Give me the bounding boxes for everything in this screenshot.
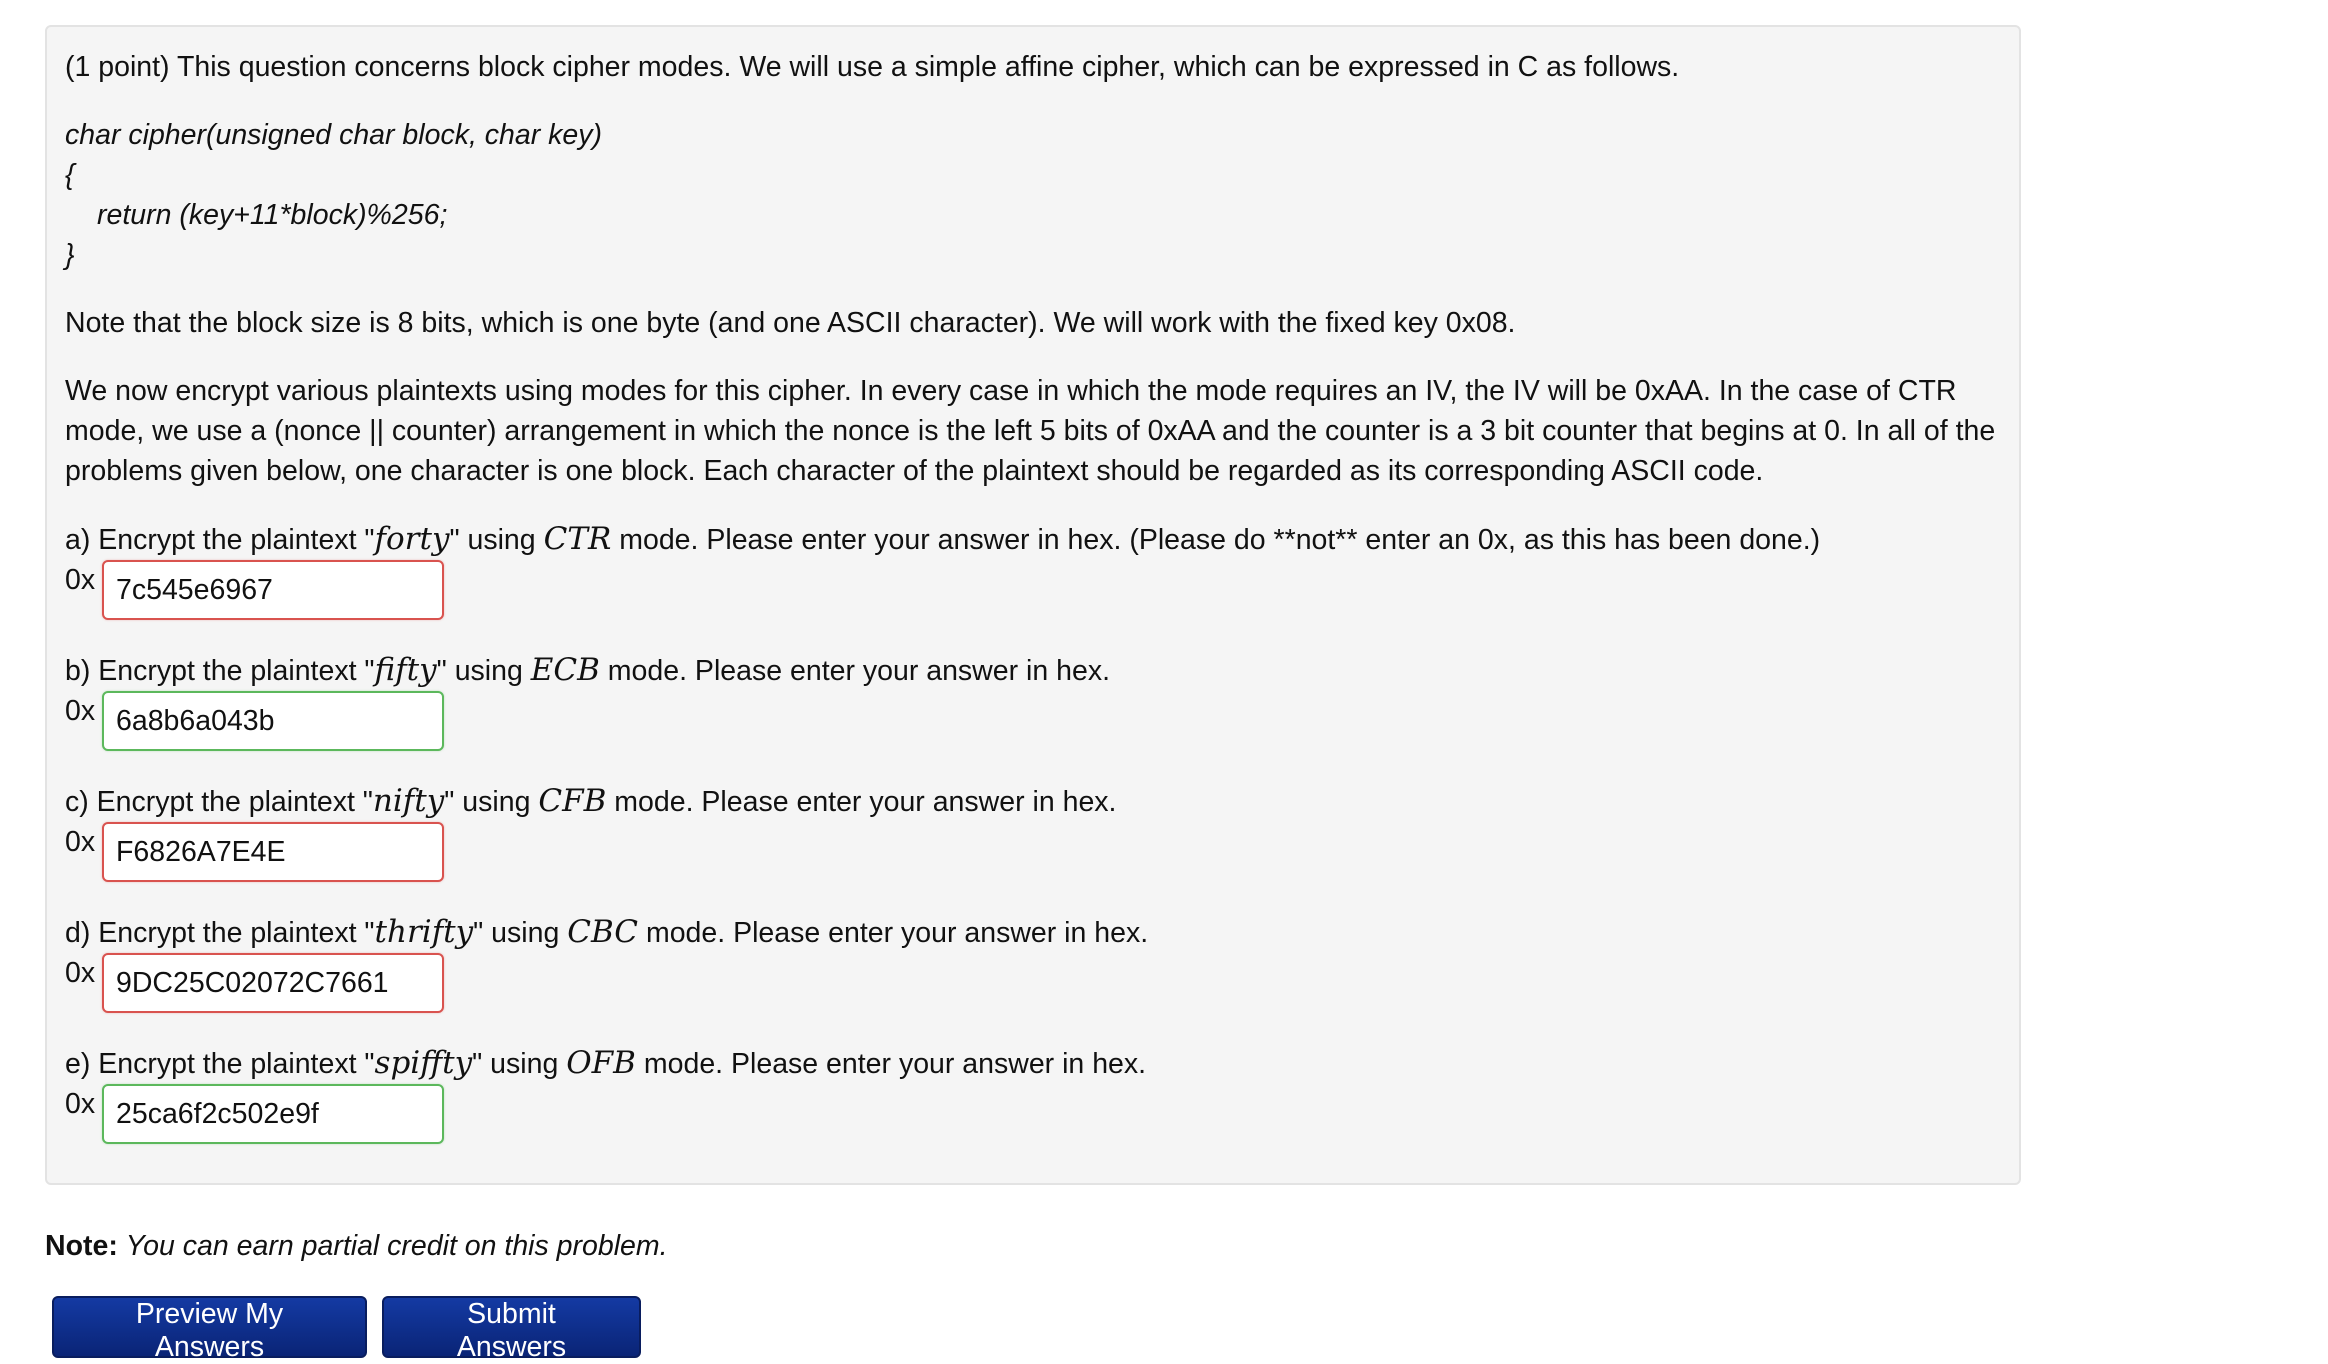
part-e-plaintext: spiffty — [374, 1045, 473, 1081]
part-e-mode: OFB — [566, 1045, 636, 1081]
part-a-question — [65, 519, 2001, 560]
part-a-mode: CTR — [543, 521, 612, 557]
preview-answers-button[interactable]: Preview My Answers — [52, 1296, 367, 1358]
part-a-hex-prefix: 0x — [65, 564, 96, 596]
part-d — [65, 912, 2001, 1015]
part-e-question — [65, 1043, 2001, 1084]
part-d-hex-prefix: 0x — [65, 957, 96, 989]
part-b-suffix-text: mode. Please enter your answer in hex. — [599, 655, 1110, 687]
part-c-mode: CFB — [538, 783, 607, 819]
part-a-answer-row — [65, 560, 2001, 622]
part-b-question — [65, 650, 2001, 691]
part-c-question — [65, 781, 2001, 822]
part-b-prefix-text: b) Encrypt the plaintext " — [65, 655, 375, 687]
submit-answers-button[interactable]: Submit Answers — [382, 1296, 641, 1358]
problem-panel — [45, 25, 2021, 1185]
part-e-hex-prefix: 0x — [65, 1088, 96, 1120]
part-a-middle-text: " using — [449, 524, 544, 556]
part-b — [65, 650, 2001, 753]
part-b-middle-text: " using — [436, 655, 531, 687]
part-a — [65, 519, 2001, 622]
part-c-middle-text: " using — [444, 786, 539, 818]
part-c-suffix-text: mode. Please enter your answer in hex. — [606, 786, 1117, 818]
part-c — [65, 781, 2001, 884]
part-e-middle-text: " using — [472, 1048, 567, 1080]
note-text: You can earn partial credit on this problem. — [125, 1230, 668, 1262]
part-b-plaintext: fifty — [374, 652, 437, 688]
part-d-suffix-text: mode. Please enter your answer in hex. — [638, 917, 1149, 949]
part-e — [65, 1043, 2001, 1146]
note-label: Note: — [45, 1230, 118, 1262]
part-b-answer-row — [65, 691, 2001, 753]
part-c-hex-prefix: 0x — [65, 826, 96, 858]
part-e-prefix-text: e) Encrypt the plaintext " — [65, 1048, 375, 1080]
part-d-plaintext: thrifty — [374, 914, 474, 950]
code-block — [65, 115, 2001, 275]
part-b-mode: ECB — [530, 652, 600, 688]
part-c-prefix-text: c) Encrypt the plaintext " — [65, 786, 373, 818]
part-a-prefix-text: a) Encrypt the plaintext " — [65, 524, 375, 556]
code-line-open-brace: { — [65, 159, 75, 191]
problem-intro: (1 point) This question concerns block cipher modes. We will use a simple affine cipher, which can be expressed in C as follows. — [65, 51, 1680, 83]
block-size-note: Note that the block size is 8 bits, which is one byte (and one ASCII character). We will work with the fixed key 0x08. — [65, 307, 1516, 339]
part-a-suffix-text: mode. Please enter your answer in hex. (Please do **not** enter an 0x, as this has been done.) — [611, 524, 1821, 556]
part-d-question — [65, 912, 2001, 953]
part-c-answer-row — [65, 822, 2001, 884]
mode-note: We now encrypt various plaintexts using modes for this cipher. In every case in which the mode requires an IV, the IV will be 0xAA. In the case of CTR mode, we use a (nonce || counter) arrangement in which the nonce is the left 5 bits of 0xAA and the counter is a 3 bit counter that begins at 0. In all of the problems given below, one character is one block. Each character of the plaintext should be regarded as its corresponding ASCII code. — [65, 375, 1996, 487]
part-d-answer-row — [65, 953, 2001, 1015]
part-e-answer-input[interactable] — [102, 1084, 444, 1144]
code-line-close-brace: } — [65, 239, 75, 271]
part-e-suffix-text: mode. Please enter your answer in hex. — [635, 1048, 1147, 1080]
part-c-answer-input[interactable] — [102, 822, 444, 882]
code-line-signature: char cipher(unsigned char block, char key) — [65, 119, 603, 151]
part-d-mode: CBC — [567, 914, 639, 950]
part-e-answer-row — [65, 1084, 2001, 1146]
part-b-answer-input[interactable] — [102, 691, 444, 751]
part-d-prefix-text: d) Encrypt the plaintext " — [65, 917, 375, 949]
part-a-answer-input[interactable] — [102, 560, 444, 620]
part-d-middle-text: " using — [473, 917, 568, 949]
part-c-plaintext: nifty — [372, 783, 445, 819]
part-a-plaintext: forty — [374, 521, 450, 557]
code-line-return: return (key+11*block)%256; — [97, 199, 448, 231]
partial-credit-note — [45, 1226, 668, 1266]
part-d-answer-input[interactable] — [102, 953, 444, 1013]
part-b-hex-prefix: 0x — [65, 695, 96, 727]
